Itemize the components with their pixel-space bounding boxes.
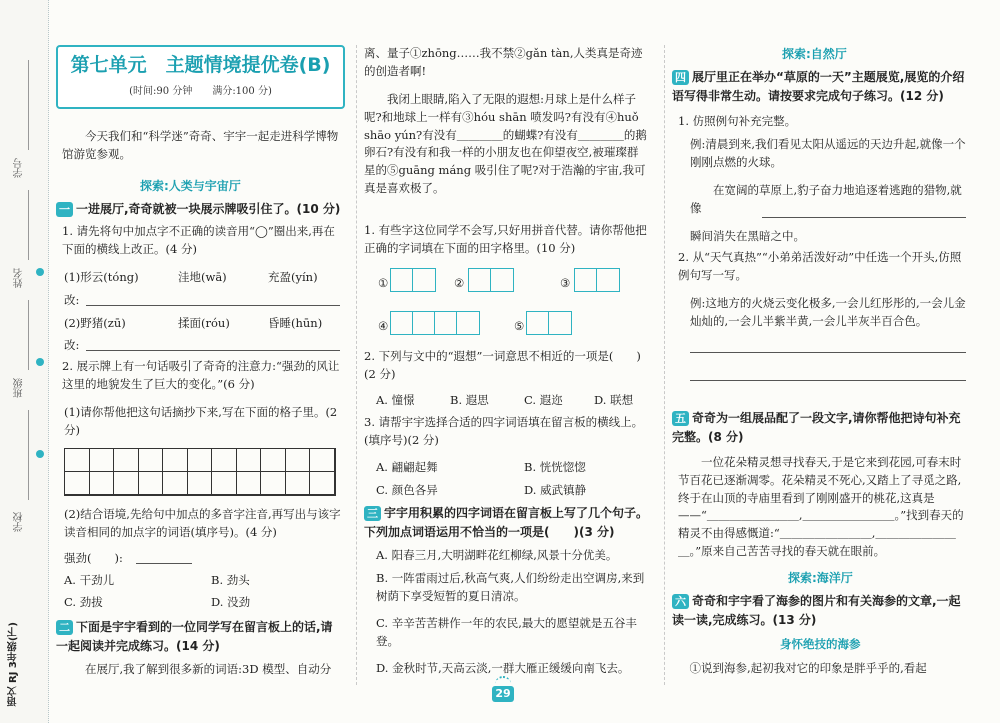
binding-hole-icon — [36, 450, 44, 458]
question-5-heading — [672, 409, 970, 446]
option-d: D. 联想 — [594, 393, 634, 407]
answer-line[interactable] — [762, 217, 966, 218]
word-item: (1)形云(tóng) — [64, 270, 139, 284]
blank-mark: ② — [454, 276, 465, 290]
option-b: B. 恍恍惚惚 — [524, 460, 586, 474]
tianzige-grid[interactable] — [390, 311, 480, 335]
example-sentence-2: 例:这地方的火烧云变化极多,一会儿红彤彤的,一会儿金灿灿的,一会儿半紫半黄,一会儿半灰半百合色。 — [690, 296, 966, 328]
correction-label: 改: — [64, 338, 80, 352]
binding-gutter — [0, 0, 49, 723]
binding-hole-icon — [36, 358, 44, 366]
option-c: C. 遐迩 — [524, 393, 563, 407]
column-divider — [356, 45, 357, 685]
option-b: B. 劲头 — [211, 573, 250, 587]
section-heading-universe: 探索:人类与宇宙厅 — [140, 179, 241, 193]
word-item: (2)野猪(zū) — [64, 316, 126, 330]
question-1-2: 2. 展示牌上有一句话吸引了奇奇的注意力:“强劲的风让这里的地貌发生了巨大的变化。”(6 分) — [62, 359, 340, 391]
answer-line[interactable] — [690, 352, 966, 353]
message-board-text: 在展厅,我了解到很多新的词语:3D 模型、自动分 — [85, 662, 332, 676]
gutter-line — [28, 410, 29, 500]
option-a: A. 憧憬 — [376, 393, 415, 407]
gutter-line — [28, 60, 29, 150]
question-4-1: 1. 仿照例句补充完整。 — [678, 114, 797, 128]
tianzige-grid[interactable] — [574, 268, 620, 292]
option-d: D. 威武镇静 — [524, 483, 587, 497]
intro-paragraph: 今天我们和“科学迷”奇奇、宇宇一起走进科学博物馆游览参观。 — [62, 129, 339, 161]
article-paragraph-1: ①说到海参,起初我对它的印象是胖乎乎的,看起 — [689, 661, 927, 675]
question-2-title: 下面是宇宇看到的一位同学写在留言板上的话,请一起阅读并完成练习。(14 分) — [56, 620, 333, 653]
gutter-label-name: 姓名 — [14, 268, 25, 288]
question-5-title: 奇奇为一组展品配了一段文字,请你帮他把诗句补充完整。(8 分) — [672, 411, 961, 444]
word-item: 洼地(wā) — [178, 270, 227, 284]
question-4-heading — [672, 68, 970, 105]
question-3-title: 宇宇用积累的四字词语在留言板上写了几个句子。下列加点词语运用不恰当的一项是( )(3 分) — [364, 506, 649, 539]
word-item: 充盈(yín) — [268, 270, 318, 284]
column-1 — [56, 0, 346, 690]
page-subtitle: (时间:90 分钟 满分:100 分) — [129, 86, 272, 97]
tianzige-grid[interactable] — [468, 268, 514, 292]
question-2-heading — [56, 618, 344, 655]
option-a: A. 干劲儿 — [64, 573, 115, 587]
option-a: A. 翩翩起舞 — [376, 460, 438, 474]
option-c: C. 劲拔 — [64, 595, 103, 609]
option-c: C. 颜色各异 — [376, 483, 438, 497]
pinyin-prompt: 强劲( ): — [64, 551, 123, 565]
title-box — [56, 45, 345, 109]
answer-line[interactable] — [690, 380, 966, 381]
blank-mark: ③ — [560, 276, 571, 290]
word-item: 昏睡(hūn) — [268, 316, 323, 330]
option-b: B. 遐思 — [450, 393, 489, 407]
word-item: 揉面(róu) — [178, 316, 230, 330]
blank-mark: ⑤ — [514, 319, 525, 333]
blank-mark: ④ — [378, 319, 389, 333]
gutter-label-student-id: 学号 — [14, 158, 25, 178]
question-2-2: 2. 下列与文中的“遐想”一词意思不相近的一项是( )(2 分) — [364, 349, 641, 381]
gutter-label-class: 班级 — [14, 378, 25, 398]
question-number-badge: 四 — [672, 70, 689, 85]
practice-sentence: 在宽阔的草原上,豹子奋力地追逐着逃跑的猎物,就像 — [690, 183, 962, 215]
question-number-badge: 三 — [364, 506, 381, 521]
section-heading-ocean: 探索:海洋厅 — [788, 571, 853, 585]
option-d: D. 金秋时节,天高云淡,一群大雁正缓缓向南飞去。 — [376, 661, 630, 675]
column-3 — [672, 0, 972, 690]
question-number-badge: 一 — [56, 202, 73, 217]
question-1-2-part-1: (1)请你帮他把这句话摘抄下来,写在下面的格子里。(2 分) — [64, 405, 338, 437]
question-6-heading — [672, 592, 970, 629]
binding-hole-icon — [36, 268, 44, 276]
question-3-heading — [364, 504, 652, 541]
section-heading-nature: 探索:自然厅 — [782, 47, 847, 61]
option-a: A. 阳春三月,大明湖畔花红柳绿,风景十分优美。 — [376, 548, 618, 562]
column-2 — [364, 0, 654, 690]
answer-line[interactable] — [136, 563, 192, 564]
gutter-line — [28, 300, 29, 370]
correction-label: 改: — [64, 293, 80, 307]
option-d: D. 没劲 — [211, 595, 251, 609]
question-4-2: 2. 从“天气真热”“小弟弟活泼好动”中任选一个开头,仿照例句写一写。 — [678, 250, 962, 282]
page-title: 第七单元 主题情境提优卷(B) — [70, 54, 331, 76]
tianzige-grid[interactable] — [390, 268, 436, 292]
practice-sentence-end: 瞬间消失在黑暗之中。 — [690, 229, 805, 243]
question-1-title: 一进展厅,奇奇就被一块展示牌吸引住了。(10 分) — [76, 202, 341, 216]
option-c: C. 辛辛苦苦耕作一年的农民,最大的愿望就是五谷丰登。 — [376, 616, 637, 648]
column-divider — [664, 45, 665, 685]
question-2-1: 1. 有些字这位同学不会写,只好用拼音代替。请你帮他把正确的字词填在下面的田字格里。(10 分) — [364, 223, 647, 255]
message-paragraph-2: 我闭上眼睛,陷入了无限的遐想:月球上是什么样子呢?和地球上一样有③hóu shān 喷发吗?有没有④huǒ shāo yún?有没有＿＿＿＿的蝴蝶?有没有＿＿＿＿的鹅卵石?有没有和我一样的小朋友也在仰望夜空,被璀璨群星的⑤guāng máng 吸引住了呢?对于浩瀚的宇宙,我可真是喜欢极了。 — [364, 92, 647, 196]
tianzige-grid[interactable] — [526, 311, 572, 335]
book-footer-label: 语文 RJ 3年级(下) — [8, 622, 19, 707]
option-b: B. 一阵雷雨过后,秋高气爽,人们纷纷走出空调房,来到树荫下享受短暂的夏日清凉。 — [376, 571, 645, 603]
question-1-1: 1. 请先将句中加点字不正确的读音用“◯”圈出来,再在下面的横线上改正。(4 分) — [62, 224, 335, 256]
question-4-title: 展厅里正在举办“草原的一天”主题展览,展览的介绍语写得非常生动。请按要求完成句子练习。(12 分) — [672, 70, 965, 103]
question-1-2-part-2: (2)结合语境,先给句中加点的多音字注音,再写出与该字读音相同的加点字的词语(填序号)。(4 分) — [64, 507, 341, 539]
example-sentence-1: 例:清晨到来,我们看见太阳从遥远的天边升起,就像一个刚刚点燃的火球。 — [690, 137, 966, 169]
sun-decoration-icon — [495, 676, 511, 686]
blank-mark: ① — [378, 276, 389, 290]
article-title: 身怀绝技的海参 — [780, 637, 861, 651]
gutter-label-school: 学校 — [14, 512, 25, 532]
page-number: 29 — [492, 686, 514, 702]
question-number-badge: 五 — [672, 411, 689, 426]
question-6-title: 奇奇和宇宇看了海参的图片和有关海参的文章,一起读一读,完成练习。(13 分) — [672, 594, 961, 627]
answer-line[interactable] — [86, 305, 340, 306]
writing-grid[interactable] — [64, 448, 336, 496]
gutter-line — [28, 190, 29, 260]
answer-line[interactable] — [86, 350, 340, 351]
poem-passage: 一位花朵精灵想寻找春天,于是它来到花园,可春末时节百花已逐渐凋零。花朵精灵不死心,又踏上了寻觅之路,终于在山顶的寺庙里看到了刚刚盛开的桃花,这真是——“＿＿＿＿＿＿＿＿,＿＿＿＿＿＿＿＿。”找到春天的精灵不由得感慨道:“＿＿＿＿＿＿＿＿,＿＿＿＿＿＿＿＿。”原来自己苦苦寻找的春天就在眼前。 — [678, 455, 964, 559]
question-2-3: 3. 请帮宇宇选择合适的四字词语填在留言板的横线上。(填序号)(2 分) — [364, 415, 644, 447]
question-number-badge: 六 — [672, 594, 689, 609]
question-number-badge: 二 — [56, 620, 73, 635]
question-1-heading — [56, 200, 344, 219]
message-paragraph-1: 离、量子①zhōng……我不禁②gǎn tàn,人类真是奇迹的创造者啊! — [364, 46, 643, 78]
